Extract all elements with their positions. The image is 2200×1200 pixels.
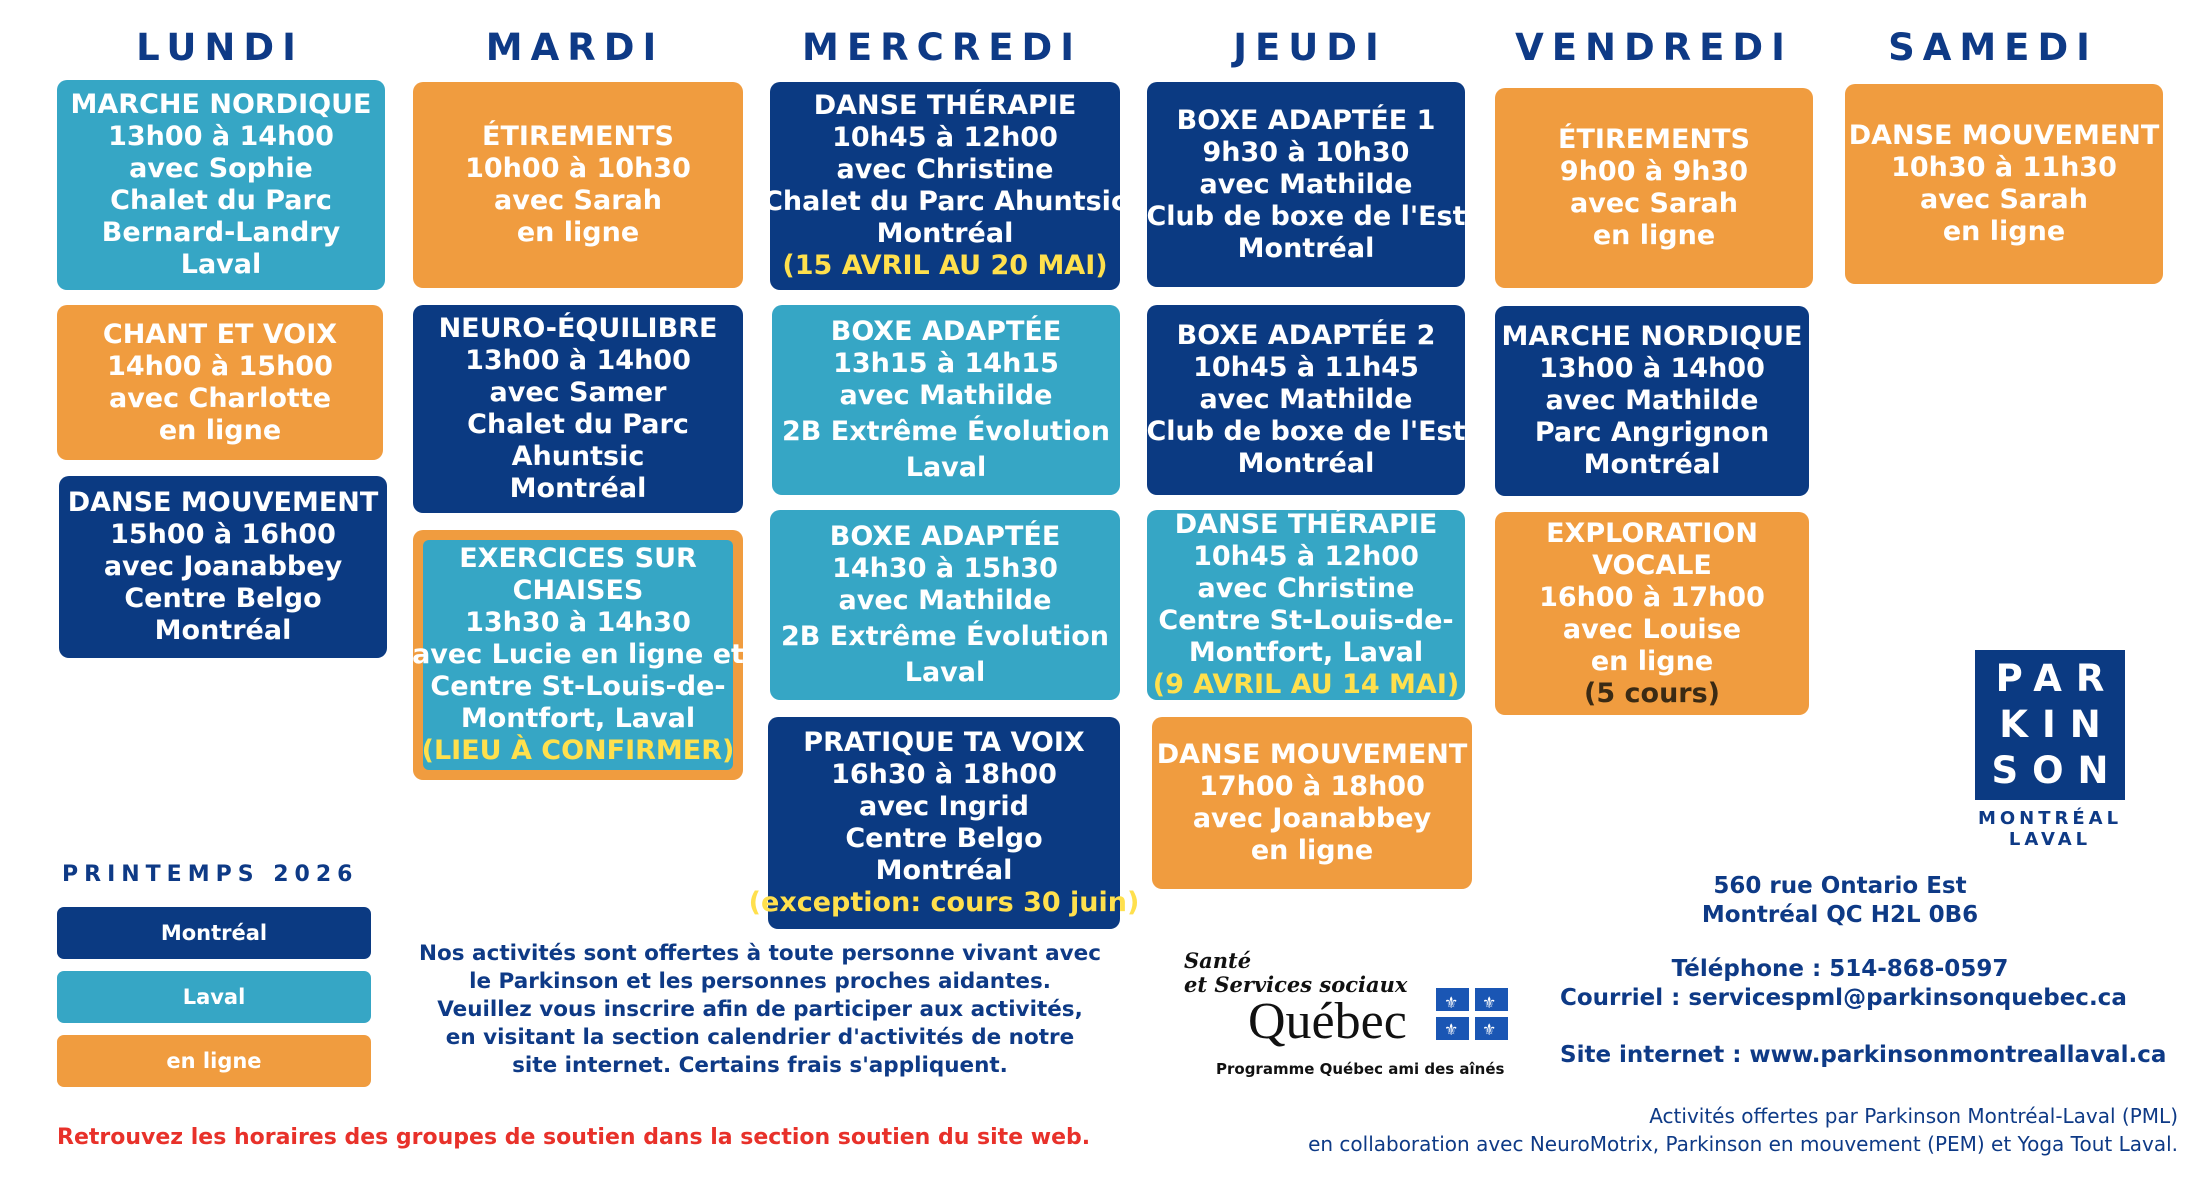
website-link[interactable]: Site internet : www.parkinsonmontreallaval.ca [1560, 1042, 2167, 1068]
activity-location: Centre Belgo [845, 823, 1043, 854]
season-label: PRINTEMPS 2026 [62, 862, 359, 887]
activity-card-lundi-3[interactable] [59, 476, 387, 658]
activity-location: Centre Belgo [124, 583, 322, 614]
activity-instructor: avec Joanabbey [1192, 803, 1432, 834]
legend-laval: Laval [57, 971, 371, 1023]
activity-title: BOXE ADAPTÉE [830, 316, 1062, 347]
activity-location: Club de boxe de l'Est [1146, 416, 1466, 447]
sponsor-line: Santé [1184, 948, 1252, 973]
activity-title: MARCHE NORDIQUE [1501, 321, 1803, 352]
activity-location: en ligne [1590, 645, 1714, 677]
logo-row: PAR [1995, 657, 2119, 700]
activity-city: Laval [905, 452, 987, 483]
legend-montreal: Montréal [57, 907, 371, 959]
address-line: Montréal QC H2L 0B6 [1701, 902, 1979, 928]
activity-title: BOXE ADAPTÉE 2 [1176, 320, 1436, 351]
phone-text[interactable]: Téléphone : 514-868-0597 [1671, 956, 2009, 982]
sponsor-line: et Services sociaux [1184, 972, 1408, 997]
activity-location: en ligne [1942, 216, 2066, 247]
sponsor-name: Québec [1248, 993, 1407, 1050]
activity-instructor: avec Mathilde [1199, 384, 1413, 415]
activity-location: Chalet du Parc [110, 185, 332, 216]
info-line: le Parkinson et les personnes proches aidantes. [469, 969, 1051, 994]
activity-instructor: avec Sarah [494, 185, 662, 216]
activity-title: DANSE MOUVEMENT [1156, 739, 1468, 770]
activity-location: en ligne [158, 414, 282, 446]
activity-location: Ahuntsic [511, 441, 645, 472]
activity-instructor: avec Christine [1197, 573, 1415, 604]
activity-city: Laval [904, 657, 986, 688]
credits-line: en collaboration avec NeuroMotrix, Parkinson en mouvement (PEM) et Yoga Tout Laval. [1308, 1132, 2178, 1156]
parkinson-logo [1975, 650, 2125, 800]
activity-instructor: avec Sarah [1570, 188, 1738, 219]
activity-time: 10h00 à 10h30 [465, 153, 691, 184]
activity-note: (15 AVRIL AU 20 MAI) [782, 250, 1108, 281]
logo-sub-line: LAVAL [2008, 829, 2092, 850]
activity-location: Chalet du Parc [467, 409, 689, 440]
activity-instructor: avec Sarah [1920, 184, 2088, 215]
activity-location: Chalet du Parc Ahuntsic [763, 186, 1127, 217]
logo-row: KIN [1999, 703, 2115, 746]
svg-text:⚜: ⚜ [1482, 1020, 1497, 1039]
activity-title: CHAISES [512, 575, 644, 606]
activity-card-mardi-1[interactable] [413, 82, 743, 288]
activity-title: VOCALE [1592, 549, 1712, 581]
activity-instructor: avec Mathilde [839, 380, 1053, 411]
quebec-sponsor-logo [1180, 948, 1510, 1083]
activity-title: PRATIQUE TA VOIX [803, 727, 1085, 758]
activity-instructor: avec Mathilde [838, 585, 1052, 616]
activity-instructor: avec Sophie [129, 153, 313, 184]
activity-title: EXPLORATION [1546, 517, 1758, 549]
activity-time: 17h00 à 18h00 [1199, 771, 1425, 802]
activity-card-jeudi-1[interactable] [1147, 82, 1465, 287]
activity-card-vendredi-1[interactable] [1495, 88, 1813, 288]
activity-location: Montfort, Laval [1188, 637, 1424, 668]
activity-time: 13h15 à 14h15 [833, 348, 1059, 379]
activity-title: MARCHE NORDIQUE [70, 89, 372, 120]
activity-card-lundi-2[interactable] [57, 305, 383, 460]
activity-title: CHANT ET VOIX [102, 318, 338, 350]
activity-card-mardi-3[interactable] [413, 530, 743, 780]
activity-note: (9 AVRIL AU 14 MAI) [1152, 669, 1460, 700]
svg-text:⚜: ⚜ [1444, 1020, 1459, 1039]
activity-city: Laval [180, 249, 262, 280]
activity-title: DANSE MOUVEMENT [67, 487, 379, 518]
activity-time: 13h30 à 14h30 [465, 607, 691, 638]
activity-instructor: avec Lucie en ligne et [412, 639, 744, 670]
activity-instructor: avec Samer [489, 377, 667, 408]
activity-city: Montréal [1237, 448, 1375, 479]
activity-instructor: avec Mathilde [1545, 385, 1759, 416]
quebec-flag-icon [1436, 988, 1508, 1040]
activity-location: Montfort, Laval [460, 703, 696, 734]
activity-card-mercredi-1[interactable] [763, 82, 1127, 290]
activity-time: 16h00 à 17h00 [1539, 581, 1765, 613]
activity-title: BOXE ADAPTÉE [829, 521, 1061, 552]
svg-text:⚜: ⚜ [1444, 993, 1459, 1012]
activity-card-inner-laval [412, 540, 744, 770]
activity-time: 10h30 à 11h30 [1891, 152, 2117, 183]
activity-card-mercredi-2[interactable] [772, 305, 1120, 495]
activity-city: Montréal [875, 855, 1013, 886]
info-line: Nos activités sont offertes à toute personne vivant avec [419, 941, 1101, 966]
activity-time: 10h45 à 11h45 [1193, 352, 1419, 383]
legend-online: en ligne [57, 1035, 371, 1087]
activity-time: 16h30 à 18h00 [831, 759, 1057, 790]
activity-card-samedi-1[interactable] [1845, 84, 2163, 284]
activity-card-vendredi-3[interactable] [1495, 512, 1809, 715]
activity-instructor: avec Christine [836, 154, 1054, 185]
logo-sub-line: MONTRÉAL [1977, 808, 2123, 829]
activity-title: BOXE ADAPTÉE 1 [1176, 104, 1436, 136]
activity-location: Bernard-Landry [101, 217, 341, 248]
day-header-mardi: MARDI [485, 26, 665, 69]
activity-title: DANSE THÉRAPIE [813, 90, 1077, 121]
activity-city: Montréal [876, 218, 1014, 249]
email-link[interactable]: Courriel : servicespml@parkinsonquebec.ca [1560, 985, 2127, 1011]
info-paragraph [410, 940, 1110, 1080]
activity-time: 14h00 à 15h00 [107, 350, 333, 382]
activity-city: Montréal [509, 473, 647, 504]
credits [1308, 1102, 2178, 1158]
activity-time: 13h00 à 14h00 [108, 121, 334, 152]
activity-location: Parc Angrignon [1534, 417, 1770, 448]
activity-location: 2B Extrême Évolution [781, 416, 1110, 447]
activity-location: en ligne [1250, 835, 1374, 866]
activity-title: NEURO-ÉQUILIBRE [438, 313, 718, 344]
activity-location: en ligne [1592, 220, 1716, 251]
day-header-vendredi: VENDREDI [1515, 26, 1793, 69]
info-line: en visitant la section calendrier d'activités de notre [445, 1025, 1075, 1050]
activity-city: Montréal [1237, 232, 1375, 264]
activity-instructor: avec Mathilde [1199, 168, 1413, 200]
day-header-jeudi: JEUDI [1233, 26, 1387, 69]
activity-city: Montréal [154, 615, 292, 646]
activity-card-mercredi-3[interactable] [770, 510, 1120, 700]
info-line: site internet. Certains frais s'appliquent. [512, 1053, 1008, 1078]
contact-details [1560, 955, 2167, 1070]
logo-row: SON [1991, 749, 2123, 792]
activity-location: Club de boxe de l'Est [1146, 200, 1466, 232]
day-header-samedi: SAMEDI [1888, 26, 2098, 69]
activity-title: ÉTIREMENTS [1558, 124, 1750, 155]
activity-instructor: avec Ingrid [858, 791, 1030, 822]
support-groups-note[interactable]: Retrouvez les horaires des groupes de soutien dans la section soutien du site web. [57, 1125, 1091, 1150]
activity-card-jeudi-3[interactable] [1147, 510, 1465, 700]
activity-time: 13h00 à 14h00 [465, 345, 691, 376]
activity-time: 10h45 à 12h00 [1193, 541, 1419, 572]
activity-card-lundi-1[interactable] [57, 80, 385, 290]
logo-subtitle [1960, 808, 2140, 850]
svg-text:⚜: ⚜ [1482, 993, 1497, 1012]
info-line: Veuillez vous inscrire afin de participer aux activités, [437, 997, 1083, 1022]
activity-card-jeudi-4[interactable] [1152, 717, 1472, 889]
activity-time: 9h30 à 10h30 [1202, 136, 1410, 168]
activity-title: EXERCICES SUR [459, 543, 697, 574]
activity-card-jeudi-2[interactable] [1147, 305, 1465, 495]
activity-title: DANSE THÉRAPIE [1174, 509, 1438, 540]
activity-time: 10h45 à 12h00 [832, 122, 1058, 153]
activity-note: (LIEU À CONFIRMER) [421, 735, 735, 766]
activity-card-vendredi-2[interactable] [1495, 306, 1809, 496]
activity-instructor: avec Louise [1562, 613, 1742, 645]
address-line: 560 rue Ontario Est [1713, 873, 1967, 899]
activity-time: 14h30 à 15h30 [832, 553, 1058, 584]
activity-title: DANSE MOUVEMENT [1848, 120, 2160, 151]
activity-location: en ligne [516, 217, 640, 248]
activity-location: 2B Extrême Évolution [780, 621, 1109, 652]
sponsor-program: Programme Québec ami des aînés [1216, 1060, 1505, 1078]
contact-address [1560, 872, 2120, 930]
activity-location: Centre St-Louis-de- [430, 671, 726, 702]
activity-title: ÉTIREMENTS [482, 121, 674, 152]
day-header-mercredi: MERCREDI [802, 26, 1082, 69]
activity-instructor: avec Charlotte [108, 382, 332, 414]
activity-city: Montréal [1583, 449, 1721, 480]
activity-note: (5 cours) [1583, 677, 1721, 709]
activity-card-mercredi-4[interactable] [748, 717, 1140, 929]
activity-time: 15h00 à 16h00 [110, 519, 336, 550]
activity-note: (exception: cours 30 juin) [748, 887, 1140, 918]
activity-instructor: avec Joanabbey [103, 551, 343, 582]
activity-location: Centre St-Louis-de- [1158, 605, 1454, 636]
activity-card-mardi-2[interactable] [413, 305, 743, 513]
activity-time: 13h00 à 14h00 [1539, 353, 1765, 384]
day-header-lundi: LUNDI [136, 26, 304, 69]
activity-time: 9h00 à 9h30 [1559, 156, 1749, 187]
credits-line: Activités offertes par Parkinson Montréal-Laval (PML) [1649, 1104, 2178, 1128]
